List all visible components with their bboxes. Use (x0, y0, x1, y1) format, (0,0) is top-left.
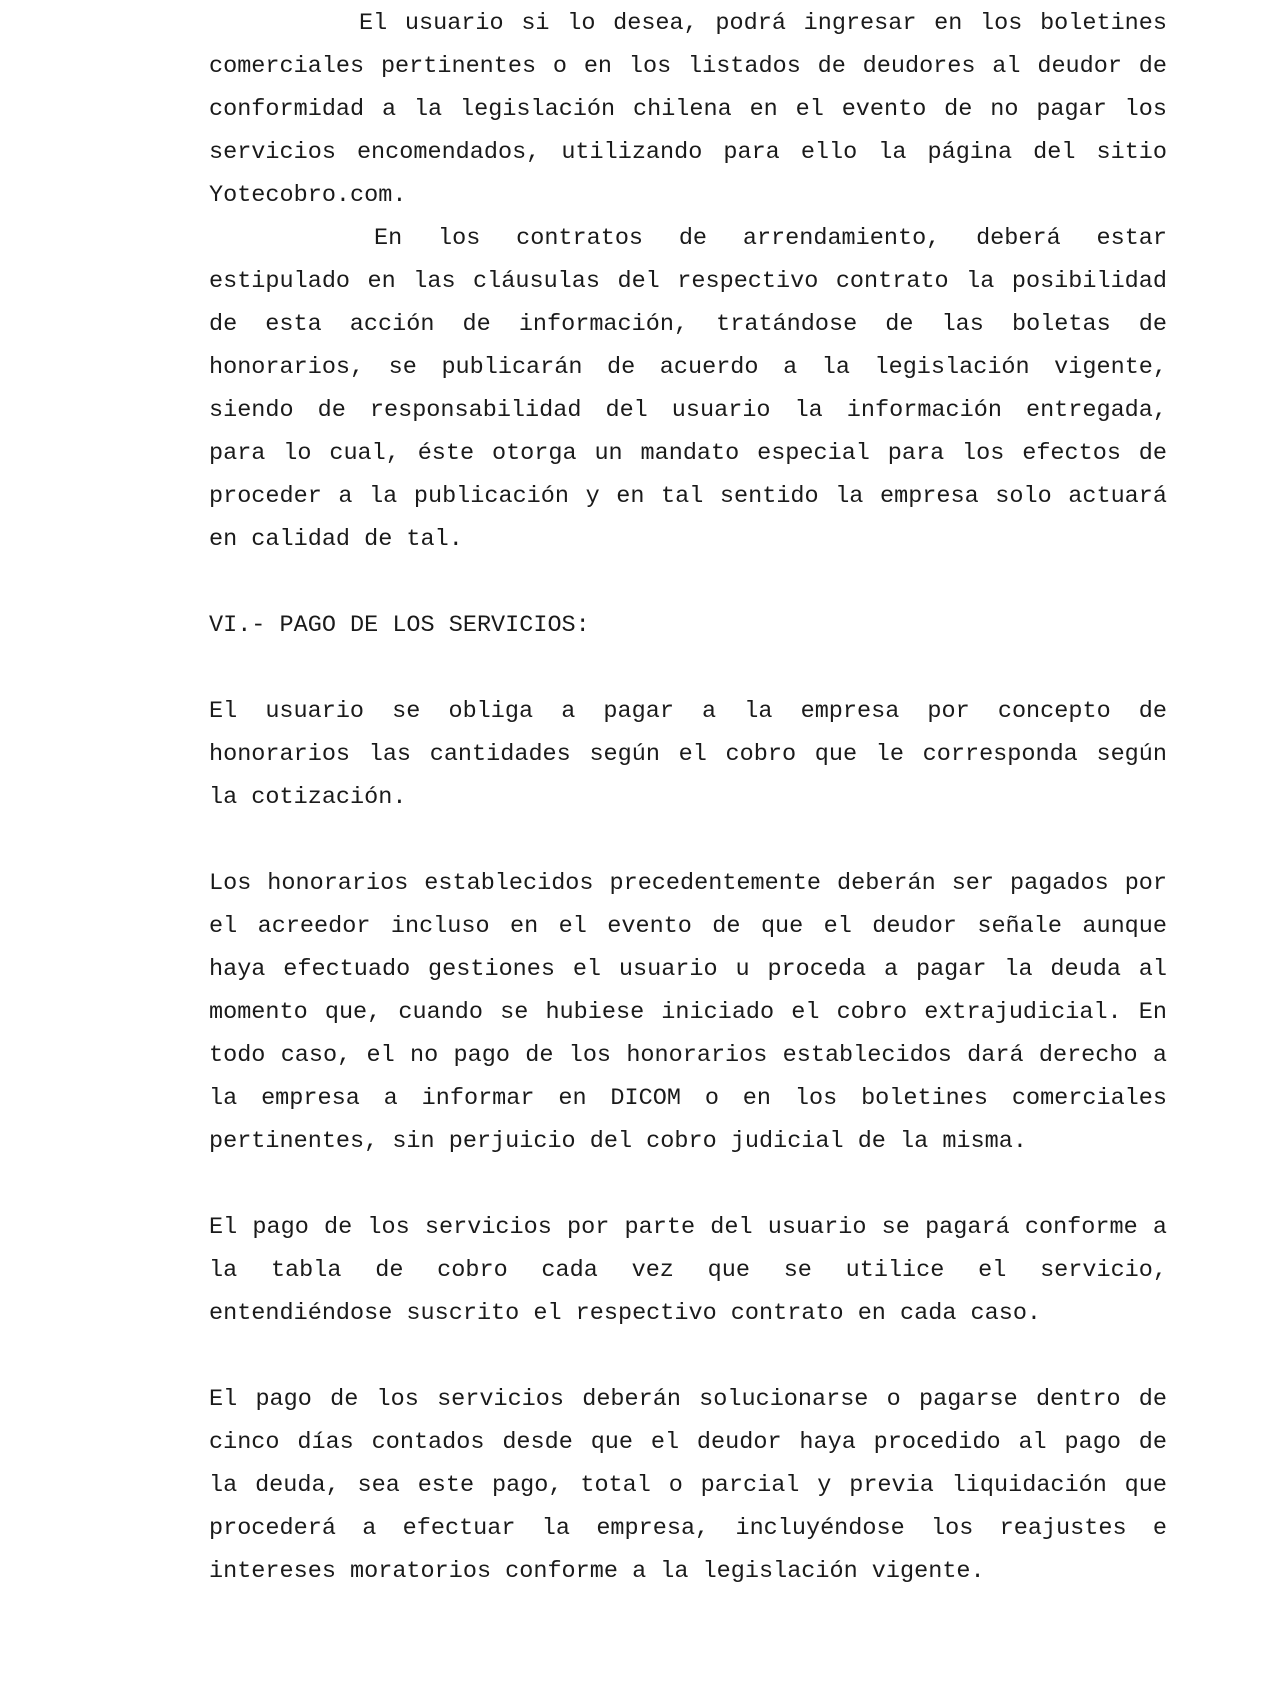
spacer (209, 561, 1167, 604)
spacer (209, 1163, 1167, 1206)
section-heading: VI.- PAGO DE LOS SERVICIOS: (209, 612, 590, 639)
paragraph-payment-deadline: El pago de los servicios deberán solucionarse o pagarse dentro de cinco días contados desde que el deudor haya procedido al pago de la deuda, sea este pago, total o parcial y previa liquidación que procederá a efectuar la empresa, incluyéndose los reajustes e intereses moratorios conforme a la legislación vigente. (209, 1386, 1167, 1585)
spacer (209, 819, 1167, 862)
paragraph-consent-publication: El usuario si lo desea, podrá ingresar en los boletines comerciales pertinentes o en los listados de deudores al deudor de conformidad a la legislación chilena en el evento de no pagar los servicios encomendados, utilizando para ello la página del sitio Yotecobro.com. (209, 10, 1167, 209)
spacer (209, 647, 1167, 690)
paragraph-lease-contracts: En los contratos de arrendamiento, deberá estar estipulado en las cláusulas del respectivo contrato la posibilidad de esta acción de información, tratándose de las boletas de honorarios, se publicarán de acuerdo a la legislación vigente, siendo de responsabilidad del usuario la información entregada, para lo cual, éste otorga un mandato especial para los efectos de proceder a la publicación y en tal sentido la empresa solo actuará en calidad de tal. (209, 225, 1167, 553)
spacer (209, 1335, 1167, 1378)
paragraph-fee-obligation: El usuario se obliga a pagar a la empresa por concepto de honorarios las cantidades según el cobro que le corresponda según la cotización. (209, 698, 1167, 811)
paragraph-fee-payment: Los honorarios establecidos precedentemente deberán ser pagados por el acreedor incluso en el evento de que el deudor señale aunque haya efectuado gestiones el usuario u proceda a pagar la deuda al momento que, cuando se hubiese iniciado el cobro extrajudicial. En todo caso, el no pago de los honorarios establecidos dará derecho a la empresa a informar en DICOM o en los boletines comerciales pertinentes, sin perjuicio del cobro judicial de la misma. (209, 870, 1167, 1155)
paragraph-payment-table: El pago de los servicios por parte del usuario se pagará conforme a la tabla de cobro cada vez que se utilice el servicio, entendiéndose suscrito el respectivo contrato en cada caso. (209, 1214, 1167, 1327)
document-body (209, 2, 1167, 1593)
